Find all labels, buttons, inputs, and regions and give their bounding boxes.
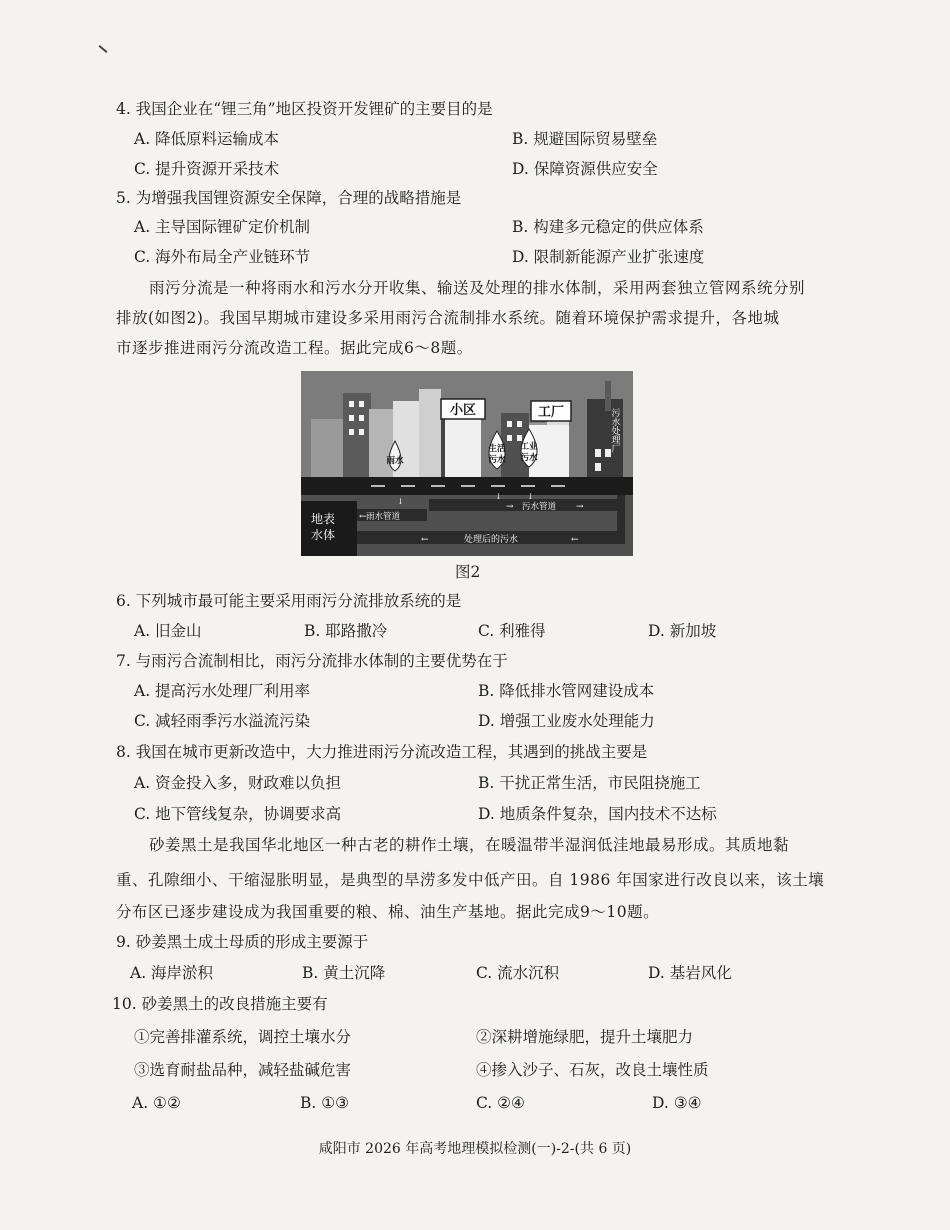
q6-option-d: D. 新加坡	[648, 622, 717, 640]
label-industrial-1: 工业	[520, 442, 538, 452]
q10-option-c: C. ②④	[476, 1094, 525, 1112]
q10-statement-3: ③选育耐盐品种，减轻盐碱危害	[134, 1061, 352, 1079]
q8-stem: 8. 我国在城市更新改造中，大力推进雨污分流改造工程，其遇到的挑战主要是	[116, 743, 648, 761]
q9-option-d: D. 基岩风化	[648, 964, 732, 982]
label-plant-text: 污水处理厂	[574, 408, 620, 418]
q8-option-c: C. 地下管线复杂，协调要求高	[134, 805, 342, 823]
passage1-line2: 排放(如图2)。我国早期城市建设多采用雨污合流制排水系统。随着环境保护需求提升，各地城	[116, 309, 780, 327]
rain-pipe-arrow: ←	[359, 512, 367, 522]
q10-stem: 10. 砂姜黑土的改良措施主要有	[112, 995, 328, 1013]
label-rain-pipe: 雨水管道	[365, 512, 401, 522]
q8-option-d: D. 地质条件复杂，国内技术不达标	[478, 805, 717, 823]
q4-option-b: B. 规避国际贸易壁垒	[512, 130, 658, 148]
pipe-connector	[617, 495, 625, 544]
q4-option-d: D. 保障资源供应安全	[512, 160, 658, 178]
page-footer: 咸阳市 2026 年高考地理模拟检测(一)-2-(共 6 页)	[318, 1141, 632, 1157]
q10-statement-2: ②深耕增施绿肥，提升土壤肥力	[476, 1028, 694, 1046]
passage2-line3: 分布区已逐步建设成为我国重要的粮、棉、油生产基地。据此完成9～10题。	[116, 903, 660, 921]
q7-option-d: D. 增强工业废水处理能力	[478, 712, 655, 730]
q6-stem: 6. 下列城市最可能主要采用雨污分流排放系统的是	[116, 592, 462, 610]
q7-option-c: C. 减轻雨季污水溢流污染	[134, 712, 311, 730]
q5-stem: 5. 为增强我国锂资源安全保障，合理的战略措施是	[116, 189, 462, 207]
plant-window	[605, 449, 611, 457]
window	[349, 429, 354, 435]
q4-option-c: C. 提升资源开采技术	[134, 160, 280, 178]
q9-option-c: C. 流水沉积	[476, 964, 560, 982]
q8-option-a: A. 资金投入多，财政难以负担	[134, 774, 342, 792]
q10-statement-4: ④掺入沙子、石灰，改良土壤性质	[476, 1061, 709, 1079]
label-domestic-2: 污水	[488, 455, 506, 465]
q6-option-c: C. 利雅得	[478, 622, 546, 640]
window	[359, 415, 364, 421]
passage1-line3: 市逐步推进雨污分流改造工程。据此完成6～8题。	[116, 339, 473, 357]
q4-option-a: A. 降低原料运输成本	[134, 130, 280, 148]
connector-arrow: ↓	[397, 497, 404, 506]
label-rain: 雨水	[386, 456, 404, 466]
label-industrial-2: 污水	[520, 453, 538, 463]
plant-window	[595, 449, 601, 457]
q9-option-a: A. 海岸淤积	[130, 964, 214, 982]
q9-option-b: B. 黄土沉降	[302, 964, 386, 982]
window	[359, 429, 364, 435]
passage2-line1: 砂姜黑土是我国华北地区一种古老的耕作土壤，在暖温带半湿润低洼地最易形成。其质地黏	[149, 836, 790, 854]
connector-arrow: ↓	[495, 492, 502, 501]
figure-rain-sewage-diversion	[301, 371, 633, 556]
figure-caption: 图2	[455, 563, 481, 581]
window	[349, 415, 354, 421]
q10-option-a: A. ①②	[132, 1094, 181, 1112]
q6-option-b: B. 耶路撒冷	[304, 622, 388, 640]
q5-option-b: B. 构建多元稳定的供应体系	[512, 218, 704, 236]
window	[517, 435, 522, 441]
q9-stem: 9. 砂姜黑土成土母质的形成主要源于	[116, 933, 369, 951]
q8-option-b: B. 干扰正常生活，市民阻挠施工	[478, 774, 701, 792]
connector-arrow: ↓	[527, 492, 534, 501]
label-domestic-1: 生活	[488, 444, 506, 454]
q10-option-d: D. ③④	[652, 1094, 702, 1112]
treated-pipe-arrow: ←	[571, 535, 579, 545]
q5-option-a: A. 主导国际锂矿定价机制	[134, 218, 311, 236]
label-gongchang: 工厂	[537, 405, 565, 420]
plant-window	[595, 463, 601, 471]
sewage-pipe-arrow: →	[506, 502, 514, 512]
sewage-pipe-arrow: →	[576, 502, 584, 512]
label-sewage-pipe: 污水管道	[521, 502, 557, 512]
window	[359, 401, 364, 407]
q5-option-c: C. 海外布局全产业链环节	[134, 248, 311, 266]
q6-option-a: A. 旧金山	[134, 622, 202, 640]
q7-option-a: A. 提高污水处理厂利用率	[134, 682, 311, 700]
window	[507, 435, 512, 441]
passage2-line2: 重、孔隙细小、干缩湿胀明显，是典型的旱涝多发中低产田。自 1986 年国家进行改良以来，该土壤	[116, 871, 825, 889]
label-treated: 处理后的污水	[463, 535, 519, 545]
q4-stem: 4. 我国企业在“锂三角”地区投资开发锂矿的主要目的是	[116, 100, 493, 118]
passage1-line1: 雨污分流是一种将雨水和污水分开收集、输送及处理的排水体制，采用两套独立管网系统分别	[149, 279, 806, 297]
q10-option-b: B. ①③	[300, 1094, 350, 1112]
q10-statement-1: ①完善排灌系统，调控土壤水分	[134, 1028, 352, 1046]
label-surface-2: 水体	[310, 528, 336, 542]
scan-mark	[99, 45, 108, 53]
window	[507, 421, 512, 427]
label-xiaoqu: 小区	[449, 403, 477, 418]
q7-option-b: B. 降低排水管网建设成本	[478, 682, 655, 700]
treated-pipe-arrow: ←	[421, 535, 429, 545]
label-surface-1: 地表	[310, 512, 336, 526]
window	[517, 421, 522, 427]
q5-option-d: D. 限制新能源产业扩张速度	[512, 248, 705, 266]
plant-chimney	[605, 381, 611, 411]
window	[349, 401, 354, 407]
q7-stem: 7. 与雨污合流制相比，雨污分流排水体制的主要优势在于	[116, 652, 508, 670]
